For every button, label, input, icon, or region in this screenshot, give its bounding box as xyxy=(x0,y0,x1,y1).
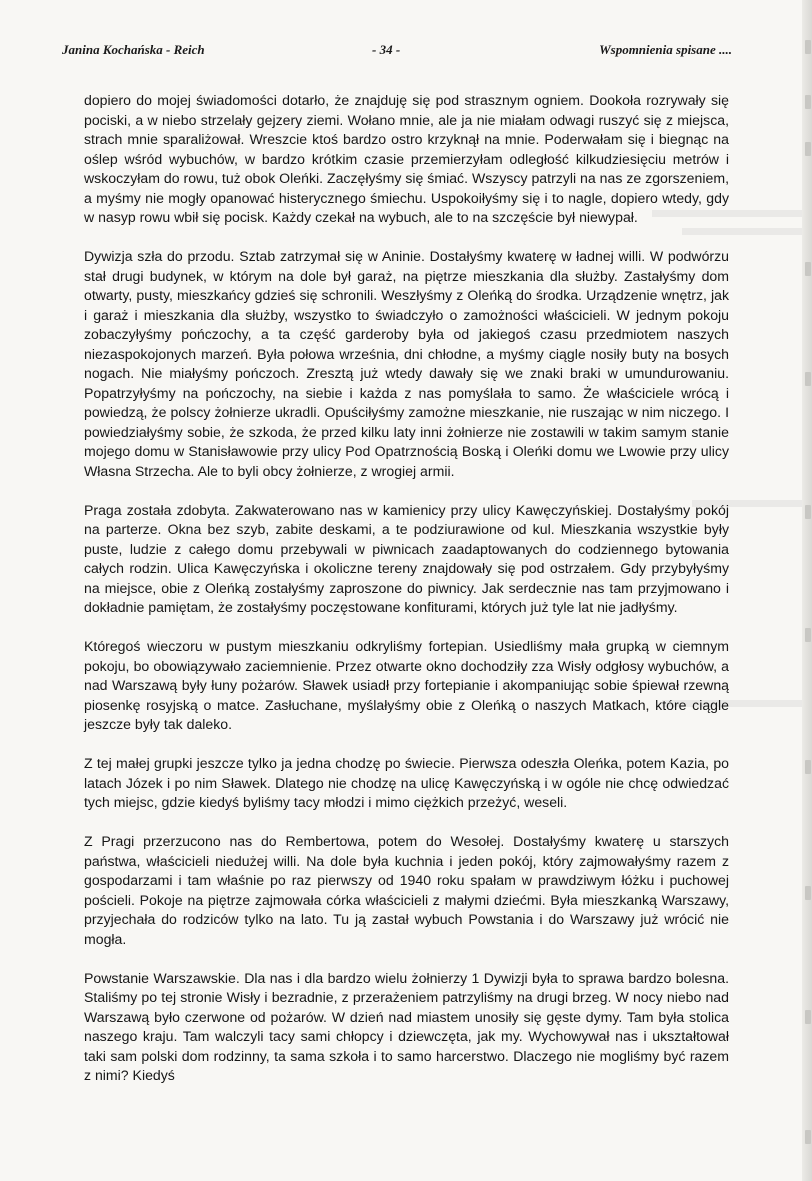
paragraph: Z tej małej grupki jeszcze tylko ja jedna chodzę po świecie. Pierwsza odeszła Oleńka, potem Kazia, po latach Józek i po nim Sławek. Dlatego nie chodzę na ulicę Kawęczyńską i w ogóle nie chcę odwiedzać tych miejsc, gdzie kiedyś byliśmy tacy młodzi i mimo ciężkich przeżyć, weseli. xyxy=(84,755,729,810)
paragraph: Któregoś wieczoru w pustym mieszkaniu odkryliśmy fortepian. Usiedliśmy mała grupką w ciemnym pokoju, bo obowiązywało zaciemnienie. Przez otwarte okno dochodziły zza Wisły odgłosy wybuchów, a nad Warszawą były łuny pożarów. Sławek usiadł przy fortepianie i akompaniując sobie śpiewał rzewną piosenkę rosyjską o matce. Zasłuchane, myślałyśmy obie z Oleńką o naszych Matkach, które ciągle jeszcze były tak daleko. xyxy=(84,638,729,732)
page-number: - 34 - xyxy=(372,42,401,57)
binding-mark xyxy=(805,1010,811,1024)
header-author: Janina Kochańska - Reich xyxy=(62,42,205,57)
paragraph: Z Pragi przerzucono nas do Rembertowa, potem do Wesołej. Dostałyśmy kwaterę u starszych państwa, właścicieli niedużej willi. Na dole była kuchnia i jeden pokój, który zajmowałyśmy razem z gospodarzami i tam właśnie po raz pierwszy od 1940 roku spałam w prawdziwym łóżku i puchowej pościeli. Pokoje na piętrze zajmowała córka właścicieli z małymi dziećmi. Była mieszkanką Warszawy, przyjechała do rodziców tylko na lato. Tu ją zastał wybuch Powstania i do Warszawy już wrócić nie mogła. xyxy=(84,833,729,947)
binding-mark xyxy=(805,628,811,642)
binding-mark xyxy=(805,142,811,156)
binding-mark xyxy=(805,95,811,109)
binding-mark xyxy=(805,40,811,54)
page-edge xyxy=(802,0,812,1181)
binding-mark xyxy=(805,505,811,519)
binding-mark xyxy=(805,760,811,774)
body-text xyxy=(84,91,729,1105)
paragraph: Praga została zdobyta. Zakwaterowano nas w kamienicy przy ulicy Kawęczyńskiej. Dostałyśmy pokój na parterze. Okna bez szyb, zabite deskami, a te podziurawione od kul. Mieszkania wszystkie były puste, ludzie z całego domu przebywali w piwnicach zaadaptowanych do codziennego bytowania całych rodzin. Ulica Kawęczyńska i okoliczne tereny znajdowały się pod ostrzałem. Gdy przybyłyśmy na miejsce, obie z Oleńką zostałyśmy zaproszone do piwnicy. Jak serdecznie nas tam przyjmowano i dokładnie pamiętam, że zostałyśmy poczęstowane konfiturami, których już tyle lat nie jadłyśmy. xyxy=(84,501,729,615)
paragraph: Powstanie Warszawskie. Dla nas i dla bardzo wielu żołnierzy 1 Dywizji była to sprawa bardzo bolesna. Staliśmy po tej stronie Wisły i bezradnie, z przerażeniem patrzyliśmy na drugi brzeg. W nocy niebo nad Warszawą było czerwone od pożarów. W dzień nad miastem unosiły się gęste dymy. Tam była stolica naszego kraju. Tam walczyli tacy sami chłopcy i dziewczęta, jak my. Wychowywał nas i ukształtował taki sam polski dom rodzinny, ta sama szkoła i to samo harcerstwo. Dlaczego nie mogliśmy być razem z nimi? Kiedyś xyxy=(84,969,729,1083)
binding-mark xyxy=(805,262,811,276)
binding-mark xyxy=(805,372,811,386)
binding-mark xyxy=(805,886,811,900)
paragraph: Dywizja szła do przodu. Sztab zatrzymał się w Aninie. Dostałyśmy kwaterę w ładnej willi. W podwórzu stał drugi budynek, w którym na dole był garaż, na piętrze mieszkania dla służby. Zastałyśmy dom otwarty, pusty, mieszkańcy gdzieś się schronili. Weszłyśmy z Oleńką do środka. Urządzenie wnętrz, jak i garaż i mieszkania dla służby, wszystko to świadczyło o zamożności właścicieli. W jednym pokoju zobaczyłyśmy pończochy, a ta część garderoby była od jakiegoś czasu przedmiotem naszych niezaspokojonych marzeń. Była połowa września, dni chłodne, a myśmy ciągle nosiły buty na bosych nogach. Nie miałyśmy pończoch. Zresztą już wtedy dawały się we znaki braki w umundurowaniu. Popatrzyłyśmy na pończochy, na siebie i każda z nas pomyślała to samo. Że właściciele wrócą i powiedzą, że polscy żołnierze ukradli. Opuściłyśmy zamożne mieszkanie, nie ruszając w nim niczego. I powiedziałyśmy sobie, że szkoda, że przed kilku laty inni żołnierze nie zostawili w takim samym stanie mojego domu w Stanisławowie przy ulicy Pod Opatrznością Boską i Oleńki domu we Lwowie przy ulicy Własna Strzecha. Ale to byli obcy żołnierze, z wrogiej armii. xyxy=(84,248,729,479)
running-header xyxy=(62,42,732,64)
paragraph: dopiero do mojej świadomości dotarło, że znajduję się pod strasznym ogniem. Dookoła rozrywały się pociski, a w niebo strzelały gejzery ziemi. Wołano mnie, ale ja nie miałam odwagi ruszyć się z miejsca, strach mnie sparaliżował. Wreszcie ktoś bardzo ostro krzyknął na mnie. Poderwałam się i biegnąc na oślep wśród wybuchów, w bardzo krótkim czasie przemierzyłam odległość kilkudziesięciu metrów i wskoczyłam do rowu, tuż obok Oleńki. Zaczęłyśmy się śmiać. Wszyscy patrzyli na nas ze zgorszeniem, a myśmy nie mogły opanować histerycznego śmiechu. Uspokoiłyśmy się i to nagle, dopiero wtedy, gdy w nasyp rowu wbił się pocisk. Każdy czekał na wybuch, ale to na szczęście był niewypał. xyxy=(84,92,729,225)
header-title: Wspomnienia spisane .... xyxy=(599,42,732,57)
binding-mark xyxy=(805,1130,811,1144)
